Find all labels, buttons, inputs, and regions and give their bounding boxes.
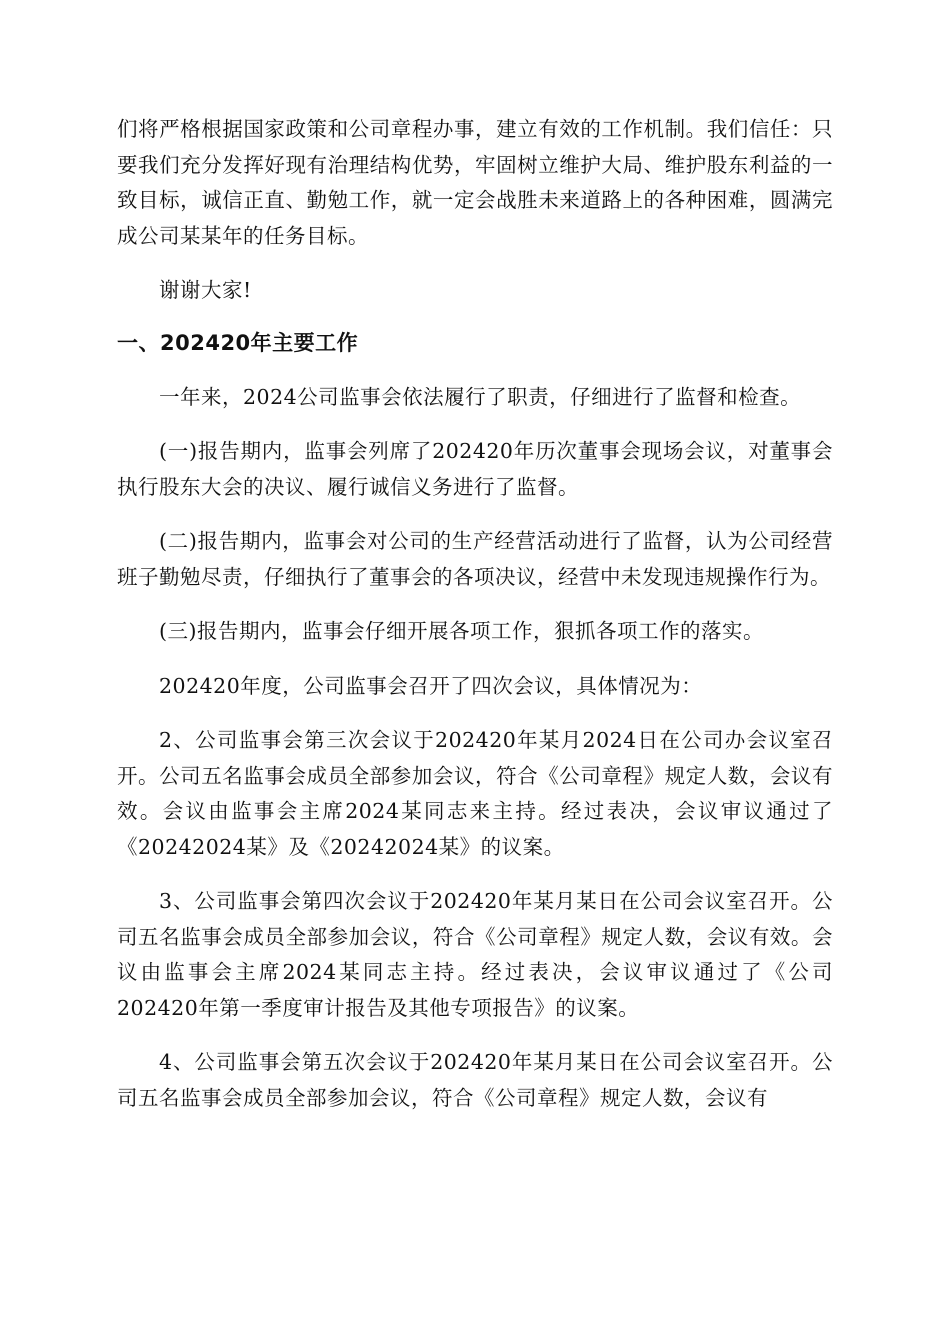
paragraph-thanks: 谢谢大家! [159,278,252,302]
paragraph-meeting-3: 2、公司监事会第三次会议于202420年某月2024日在公司办会议室召开。公司五名监事会成员全部参加会议，符合《公司章程》规定人数，会议有效。会议由监事会主席2024某同志来主持。经过表决，会议审议通过了《20242024某》及《20242024某》的议案。 [117,728,833,859]
paragraph-meeting-4: 3、公司监事会第四次会议于202420年某月某日在公司会议室召开。公司五名监事会成员全部参加会议，符合《公司章程》规定人数，会议有效。会议由监事会主席2024某同志主持。经过表决，会议审议通过了《公司202420年第一季度审计报告及其他专项报告》的议案。 [117,889,833,1020]
section-heading: 一、202420年主要工作 [117,330,359,355]
paragraph-item-2: (二)报告期内，监事会对公司的生产经营活动进行了监督，认为公司经营班子勤勉尽责，仔细执行了董事会的各项决议，经营中未发现违规操作行为。 [117,529,833,589]
paragraph-intro: 一年来，2024公司监事会依法履行了职责，仔细进行了监督和检查。 [159,384,802,409]
paragraph-item-1: (一)报告期内，监事会列席了202420年历次董事会现场会议，对董事会执行股东大会的决议、履行诚信义务进行了监督。 [117,439,833,499]
paragraph-meeting-5: 4、公司监事会第五次会议于202420年某月某日在公司会议室召开。公司五名监事会成员全部参加会议，符合《公司章程》规定人数，会议有 [117,1050,833,1110]
document-page [117,112,833,1135]
paragraph-0: 们将严格根据国家政策和公司章程办事，建立有效的工作机制。我们信任：只要我们充分发挥好现有治理结构优势，牢固树立维护大局、维护股东利益的一致目标，诚信正直、勤勉工作，就一定会战胜未来道路上的各种困难，圆满完成公司某某年的任务目标。 [117,117,833,248]
paragraph-item-3: (三)报告期内，监事会仔细开展各项工作，狠抓各项工作的落实。 [159,619,764,643]
paragraph-meetings-summary: 202420年度，公司监事会召开了四次会议，具体情况为： [159,673,703,698]
